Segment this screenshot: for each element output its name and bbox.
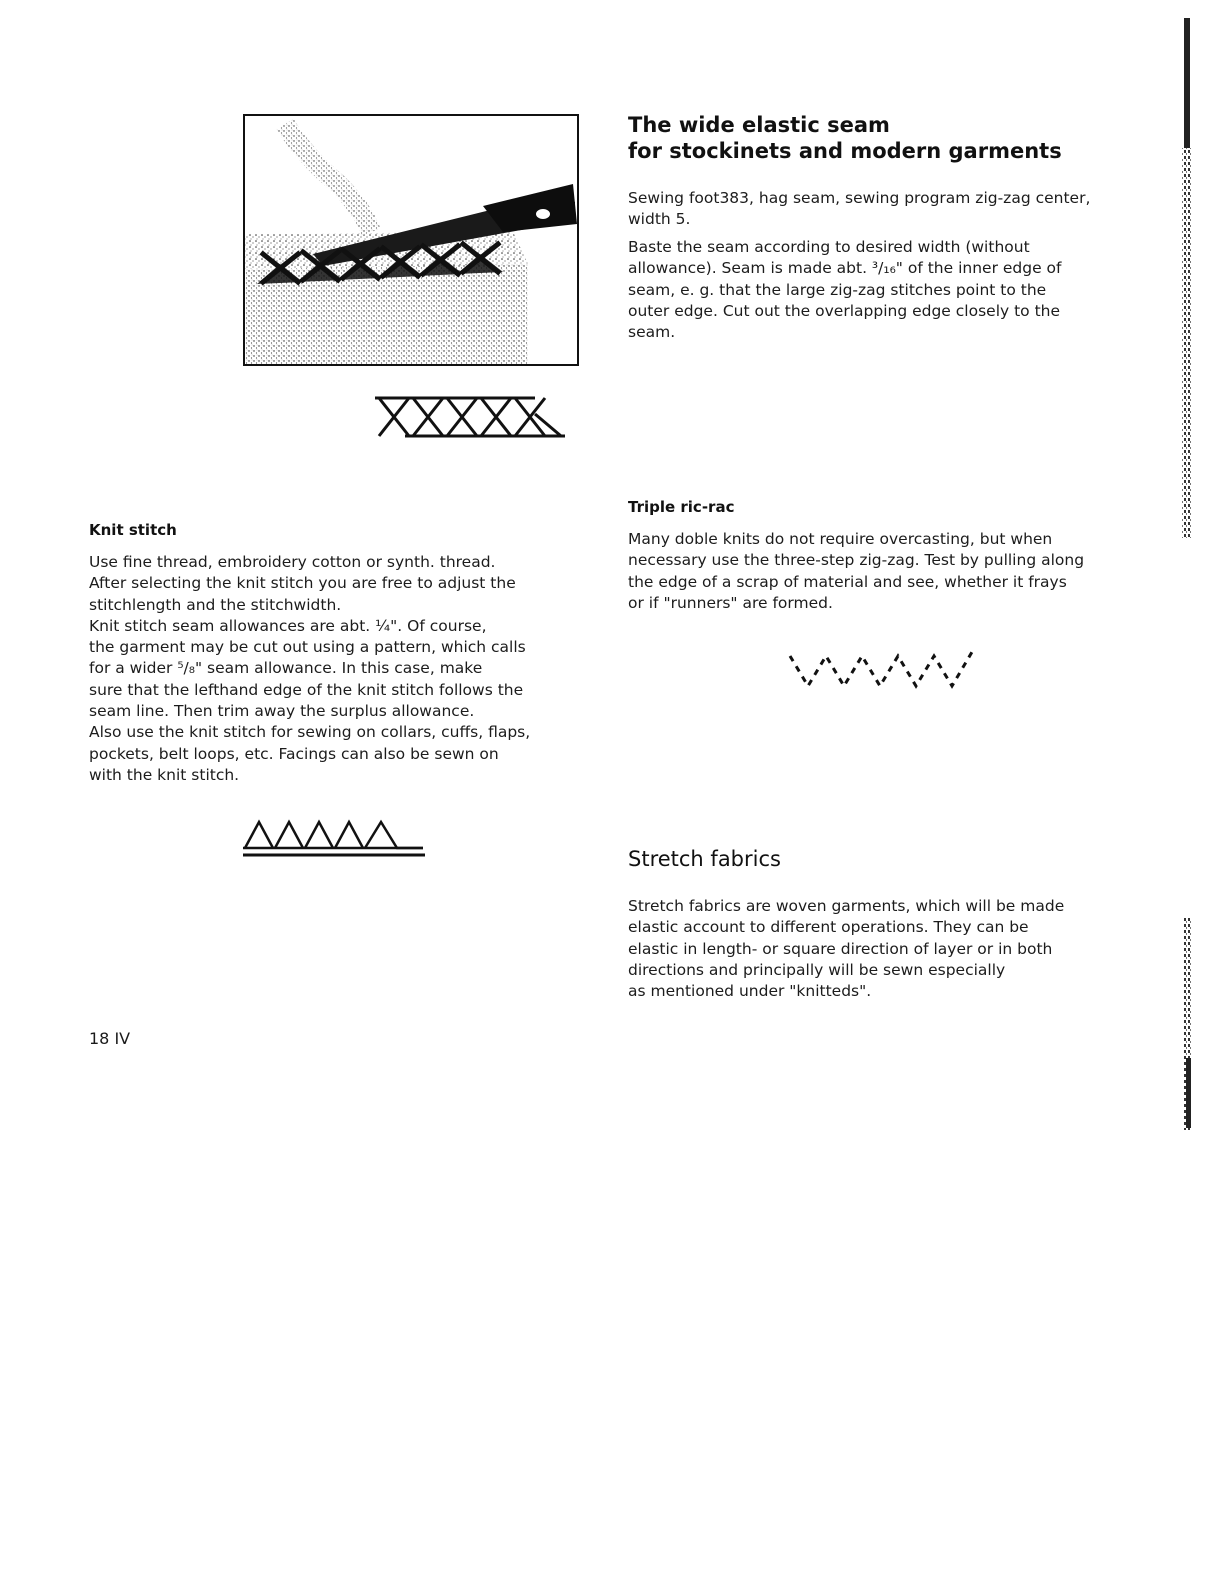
paragraph-line: Many doble knits do not require overcasting, but when — [628, 530, 1053, 548]
paragraph-line: seam. — [628, 323, 676, 342]
wide-seam-title-line1: The wide elastic seam — [628, 113, 890, 137]
paragraph-line: Baste the seam according to desired width (without — [628, 238, 1030, 256]
paragraph-line: elastic account to different operations. They can be — [628, 918, 1029, 937]
paragraph-line: the edge of a scrap of material and see, whether it frays — [628, 572, 1067, 591]
paragraph-line: elastic in length- or square direction of layer or in both — [628, 939, 1053, 958]
paragraph-line: Stretch fabrics are woven garments, which will be made — [628, 897, 1065, 915]
wide-seam-paragraph-2 — [628, 237, 1128, 343]
paragraph-line: width 5. — [628, 210, 691, 229]
knit-stitch-symbol — [241, 818, 427, 860]
paragraph-line: pockets, belt loops, etc. Facings can also be sewn on — [89, 744, 499, 763]
paragraph-line: allowance). Seam is made abt. ³/₁₆" of the inner edge of — [628, 259, 1062, 278]
sewing-foot-illustration — [243, 114, 579, 366]
paragraph-line: Use fine thread, embroidery cotton or synth. thread. — [89, 553, 496, 571]
paragraph-line: outer edge. Cut out the overlapping edge closely to the — [628, 301, 1061, 320]
paragraph-line: seam, e. g. that the large zig-zag stitches point to the — [628, 280, 1047, 299]
paragraph-line: directions and principally will be sewn especially — [628, 960, 1006, 979]
paragraph-line: After selecting the knit stitch you are free to adjust the — [89, 574, 516, 593]
wide-seam-title — [628, 112, 1148, 164]
stretch-fabrics-title: Stretch fabrics — [628, 847, 781, 871]
paragraph-line: Also use the knit stitch for sewing on collars, cuffs, flaps, — [89, 723, 531, 742]
paragraph-line: the garment may be cut out using a pattern, which calls — [89, 638, 526, 657]
paragraph-line: with the knit stitch. — [89, 765, 240, 784]
knit-stitch-title: Knit stitch — [89, 521, 177, 539]
triple-ric-rac-title: Triple ric-rac — [628, 498, 735, 516]
wide-seam-paragraph-1 — [628, 188, 1128, 231]
paragraph-line: necessary use the three-step zig-zag. Test by pulling along — [628, 551, 1085, 570]
paragraph-line: Sewing foot383, hag seam, sewing program zig-zag center, — [628, 189, 1091, 207]
stretch-fabrics-text — [628, 896, 1128, 1002]
paragraph-line: seam line. Then trim away the surplus allowance. — [89, 702, 475, 721]
page-number: 18 IV — [89, 1029, 131, 1048]
paragraph-line: sure that the lefthand edge of the knit stitch follows the — [89, 680, 524, 699]
paragraph-line: as mentioned under "knitteds". — [628, 982, 872, 1001]
knit-stitch-text — [89, 552, 569, 786]
wide-seam-title-line2: for stockinets and modern garments — [628, 139, 1062, 163]
scan-edge-artifact — [1180, 18, 1192, 1130]
paragraph-line: for a wider ⁵/₈" seam allowance. In this case, make — [89, 659, 483, 678]
triple-ric-rac-text — [628, 529, 1128, 614]
paragraph-line: Knit stitch seam allowances are abt. ¼". Of course, — [89, 616, 487, 635]
triple-ric-rac-symbol — [788, 650, 978, 692]
paragraph-line: or if "runners" are formed. — [628, 593, 833, 612]
cross-stitch-symbol — [375, 394, 565, 439]
paragraph-line: stitchlength and the stitchwidth. — [89, 595, 342, 614]
